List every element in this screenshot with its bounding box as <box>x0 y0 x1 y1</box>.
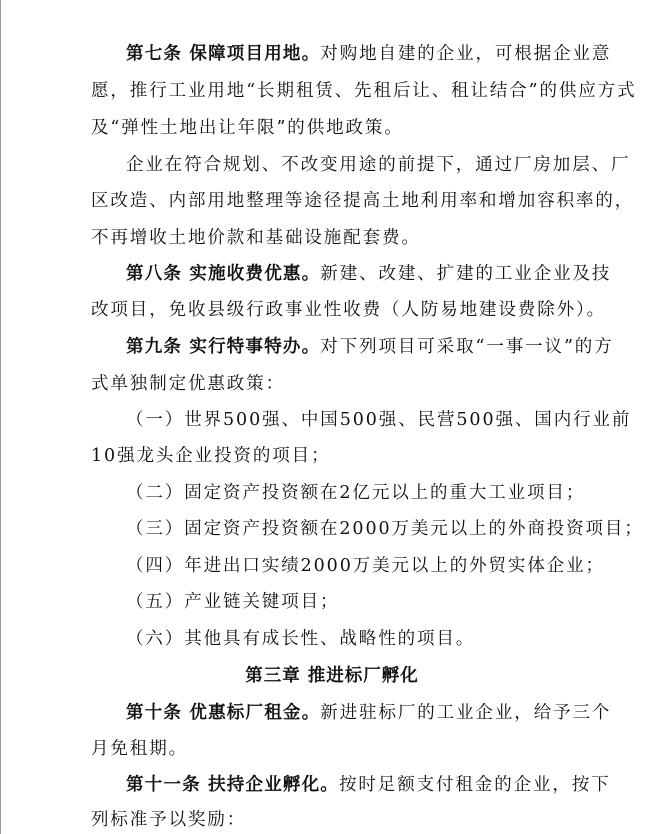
article-10-text-1: 新进驻标厂的工业企业，给予三个 <box>320 703 612 723</box>
list-item: （六）其他具有成长性、战略性的项目。 <box>126 629 476 649</box>
article-9-line-2: 式单独制定优惠政策： <box>91 374 285 394</box>
article-10-line-1 <box>126 701 611 725</box>
chapter-heading: 第三章 推进标厂孵化 <box>245 666 419 686</box>
article-10-title: 第十条 优惠标厂租金。 <box>126 703 321 723</box>
article-7-text-1: 对购地自建的企业，可根据企业意 <box>320 44 612 64</box>
article-7-para2-line-3: 不再增收土地价款和基础设施配套费。 <box>91 228 421 248</box>
list-item: （一）世界500强、中国500强、民营500强、国内行业前 <box>126 410 632 430</box>
article-7-line-3: 及“弹性土地出让年限”的供地政策。 <box>91 118 404 138</box>
article-8-text-1: 新建、改建、扩建的工业企业及技 <box>320 264 612 284</box>
article-11-line-1 <box>126 773 611 797</box>
article-9-title: 第九条 实行特事特办。 <box>126 337 321 357</box>
article-8-title: 第八条 实施收费优惠。 <box>126 264 321 284</box>
article-7-title: 第七条 保障项目用地。 <box>126 44 321 64</box>
article-9-line-1 <box>126 335 614 359</box>
list-item: （五）产业链关键项目； <box>126 592 340 612</box>
article-7-line-1 <box>126 42 611 66</box>
list-item: （三）固定资产投资额在2000万美元以上的外商投资项目； <box>126 519 644 539</box>
article-7-para2-line-2: 区改造、内部用地整理等途径提高土地利用率和增加容积率的， <box>91 191 635 211</box>
article-7-para2-line-1: 企业在符合规划、不改变用途的前提下，通过厂房加层、厂 <box>126 155 631 175</box>
article-10-line-2: 月免租期。 <box>91 739 188 759</box>
list-item: （四）年进出口实绩2000万美元以上的外贸实体企业； <box>126 556 605 576</box>
article-11-text-1: 按时足额支付租金的企业，按下 <box>339 775 611 795</box>
article-9-text-1: 对下列项目可采取“一事一议”的方 <box>320 337 614 357</box>
list-item: （二）固定资产投资额在2亿元以上的重大工业项目； <box>126 483 586 503</box>
article-11-title: 第十一条 扶持企业孵化。 <box>126 775 339 795</box>
list-item: 10强龙头企业投资的项目； <box>91 446 331 466</box>
article-8-line-2: 改项目，免收县级行政事业性收费（人防易地建设费除外）。 <box>91 300 607 320</box>
article-8-line-1 <box>126 262 611 286</box>
article-11-line-2: 列标准予以奖励： <box>91 810 247 830</box>
article-7-line-2: 愿，推行工业用地“长期租赁、先租后让、租让结合”的供应方式 <box>91 81 637 101</box>
